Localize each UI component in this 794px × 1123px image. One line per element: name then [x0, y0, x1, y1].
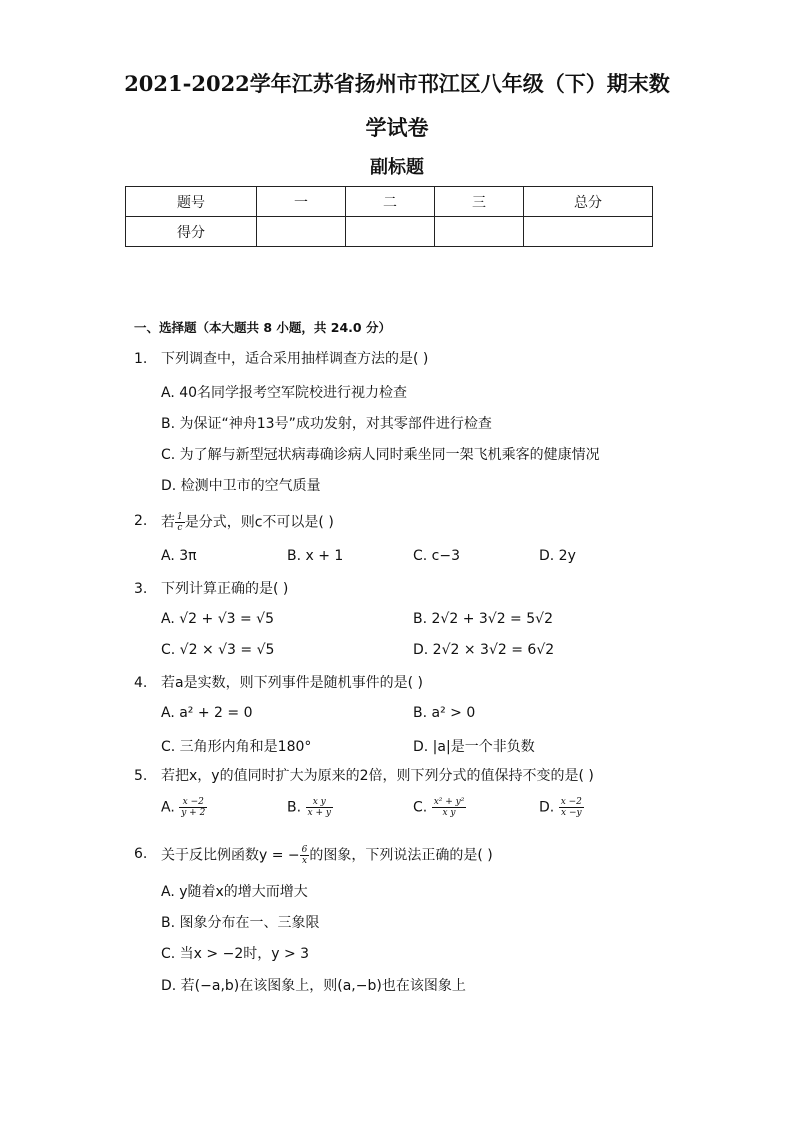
question-stem: 下列计算正确的是( ) — [161, 581, 289, 597]
exam-subtitle: 副标题 — [370, 157, 424, 178]
stem-prefix: 关于反比例函数y = − — [161, 847, 300, 864]
option-c: C. c−3 — [413, 548, 461, 564]
option-d: D. 2y — [539, 548, 576, 564]
fraction-numerator: x −2 — [560, 797, 582, 807]
option-c: C. 三角形内角和是180° — [161, 739, 312, 755]
question-number: 3. — [134, 581, 148, 597]
fraction — [306, 797, 333, 818]
option-d: D. 若(−a,b)在该图象上，则(a,−b)也在该图象上 — [161, 978, 466, 994]
score-header-cell: 三 — [435, 187, 524, 217]
option-b: B. 2√2 + 3√2 = 5√2 — [413, 611, 553, 627]
score-table-score-row — [126, 217, 653, 247]
option-b: B. 图象分布在一、三象限 — [161, 915, 320, 931]
question-stem: 若把x，y的值同时扩大为原来的2倍，则下列分式的值保持不变的是( ) — [161, 768, 594, 784]
score-cell — [257, 217, 346, 247]
score-table — [125, 186, 653, 247]
fraction-numerator: x² + y² — [433, 797, 465, 807]
option-label: C. — [413, 799, 428, 816]
fraction — [432, 797, 467, 818]
option-d: D. 检测中卫市的空气质量 — [161, 478, 321, 494]
option-a: A. √2 + √3 = √5 — [161, 611, 274, 627]
question-stem: 若a是实数，则下列事件是随机事件的是( ) — [161, 675, 423, 691]
question-stem — [161, 512, 334, 533]
option-label: D. — [539, 799, 555, 816]
option-c: C. √2 × √3 = √5 — [161, 642, 275, 658]
question-stem: 下列调查中，适合采用抽样调查方法的是( ) — [161, 351, 429, 367]
option-d — [539, 797, 584, 818]
fraction-numerator: x y — [306, 797, 333, 808]
option-label: A. — [161, 799, 175, 816]
question-number: 4. — [134, 675, 148, 691]
question-number: 1. — [134, 351, 148, 367]
fraction-numerator: 1 — [177, 512, 183, 522]
fraction — [179, 797, 207, 818]
score-cell — [524, 217, 653, 247]
score-header-cell: 总分 — [524, 187, 653, 217]
stem-suffix: 的图象，下列说法正确的是( ) — [309, 847, 493, 864]
score-row-label: 得分 — [126, 217, 257, 247]
option-b: B. 为保证“神舟13号”成功发射，对其零部件进行检查 — [161, 416, 492, 432]
option-b: B. a² > 0 — [413, 705, 476, 721]
fraction-denominator: x y — [442, 808, 456, 818]
exam-title-line2: 学试卷 — [365, 115, 429, 140]
option-d: D. |a|是一个非负数 — [413, 739, 535, 755]
score-cell — [346, 217, 435, 247]
score-header-cell: 题号 — [126, 187, 257, 217]
option-b — [287, 797, 333, 818]
option-b: B. x + 1 — [287, 548, 344, 564]
score-header-cell: 一 — [257, 187, 346, 217]
fraction — [175, 512, 185, 533]
fraction — [300, 845, 310, 866]
option-c — [413, 797, 466, 818]
option-label: B. — [287, 799, 302, 816]
fraction-denominator: y + 2 — [181, 808, 206, 818]
fraction-denominator: x — [301, 856, 308, 866]
question-number: 2. — [134, 513, 148, 529]
fraction-denominator: x −y — [561, 808, 582, 818]
option-c: C. 为了解与新型冠状病毒确诊病人同时乘坐同一架飞机乘客的健康情况 — [161, 447, 600, 463]
exam-title-line1: 2021-2022学年江苏省扬州市邗江区八年级（下）期末数 — [124, 71, 670, 96]
fraction-numerator: x −2 — [179, 797, 207, 808]
question-number: 6. — [134, 846, 148, 862]
section-heading: 一、选择题（本大题共 8 小题，共 24.0 分） — [134, 320, 391, 335]
score-header-cell: 二 — [346, 187, 435, 217]
fraction-denominator: x + y — [307, 808, 331, 818]
fraction-denominator: c — [177, 523, 183, 533]
question-stem — [161, 845, 493, 866]
fraction-numerator: 6 — [301, 845, 308, 855]
stem-prefix: 若 — [161, 514, 175, 531]
fraction — [559, 797, 584, 818]
question-number: 5. — [134, 768, 148, 784]
option-a: A. 3π — [161, 548, 197, 564]
option-a: A. a² + 2 = 0 — [161, 705, 253, 721]
score-cell — [435, 217, 524, 247]
option-c: C. 当x > −2时，y > 3 — [161, 946, 310, 962]
stem-suffix: 是分式，则c不可以是( ) — [184, 514, 334, 531]
option-a: A. 40名同学报考空军院校进行视力检查 — [161, 385, 408, 401]
option-a — [161, 797, 207, 818]
option-a: A. y随着x的增大而增大 — [161, 884, 308, 900]
score-table-header-row — [126, 187, 653, 217]
option-d: D. 2√2 × 3√2 = 6√2 — [413, 642, 555, 658]
